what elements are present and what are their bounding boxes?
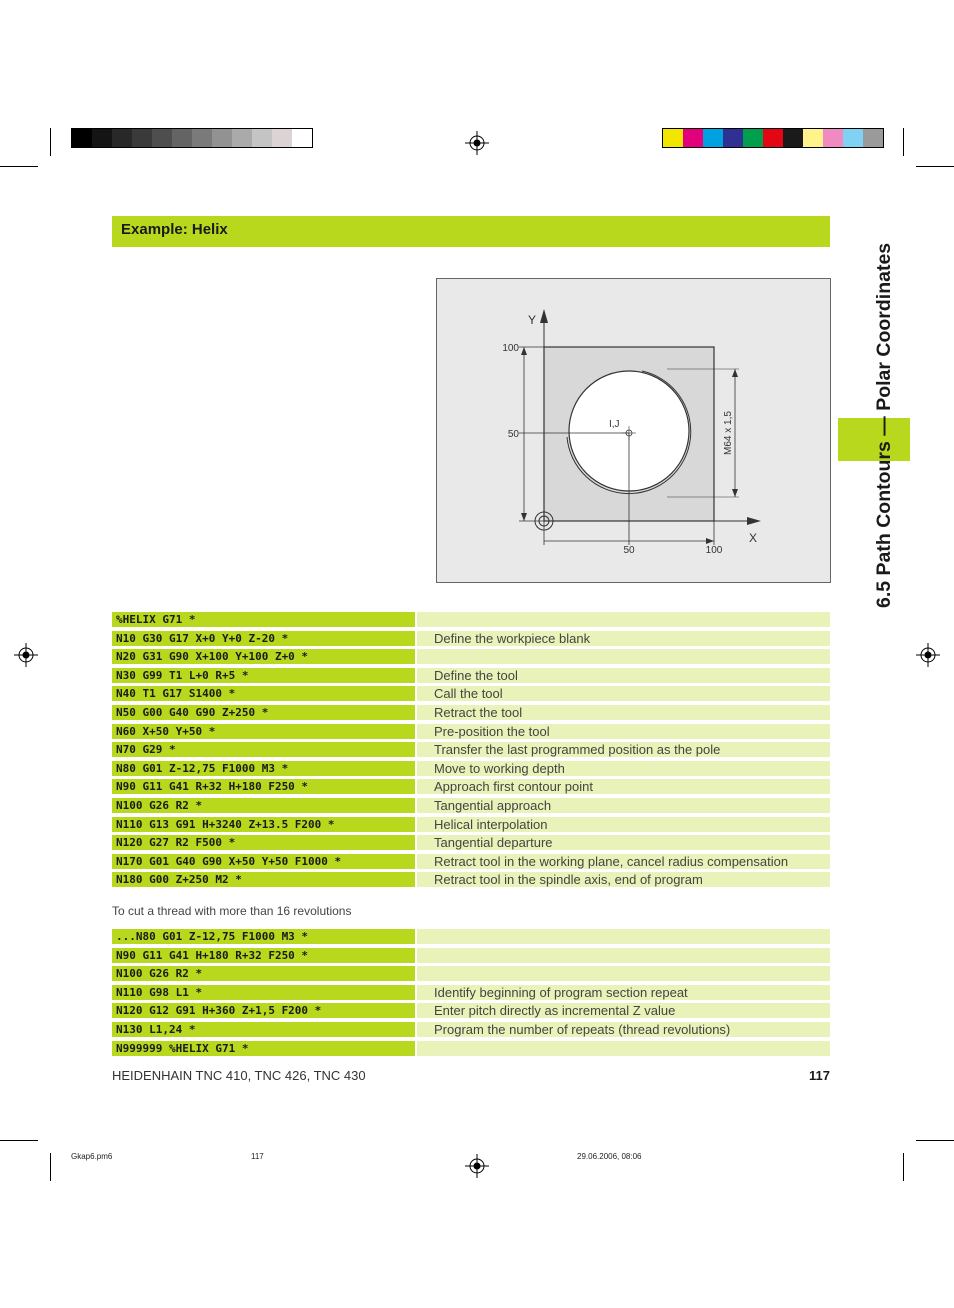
- nc-description: [417, 966, 830, 981]
- program-row: [112, 705, 830, 720]
- y-tick-label: 50: [507, 429, 519, 440]
- nc-code: %HELIX G71 *: [112, 612, 415, 627]
- x-axis-arrow: [747, 517, 761, 525]
- page-number: 117: [809, 1068, 830, 1083]
- chapter-title-text: 6.5 Path Contours — Polar Coordinates: [873, 242, 895, 608]
- color-swatch: [743, 129, 763, 147]
- nc-code: N110 G13 G91 H+3240 Z+13.5 F200 *: [112, 817, 415, 832]
- color-swatch: [192, 129, 212, 147]
- nc-description: Tangential departure: [417, 835, 830, 850]
- nc-code: N10 G30 G17 X+0 Y+0 Z-20 *: [112, 631, 415, 646]
- color-swatch: [72, 129, 92, 147]
- color-swatch: [703, 129, 723, 147]
- nc-description: Approach first contour point: [417, 779, 830, 794]
- nc-description: Identify beginning of program section repeat: [417, 985, 830, 1000]
- nc-description: Enter pitch directly as incremental Z value: [417, 1003, 830, 1018]
- program-row: [112, 761, 830, 776]
- registration-mark-icon: [916, 643, 940, 667]
- registration-mark-icon: [14, 643, 38, 667]
- nc-description: Call the tool: [417, 686, 830, 701]
- nc-description: Retract tool in the spindle axis, end of program: [417, 872, 830, 887]
- grayscale-calibration-bar: [71, 128, 313, 148]
- nc-description: [417, 612, 830, 627]
- nc-code: N170 G01 G40 G90 X+50 Y+50 F1000 *: [112, 854, 415, 869]
- slug-datetime: 29.06.2006, 08:06: [577, 1152, 642, 1161]
- program-row: [112, 985, 830, 1000]
- program-row: [112, 1022, 830, 1037]
- nc-code: N70 G29 *: [112, 742, 415, 757]
- nc-code: N90 G11 G41 H+180 R+32 F250 *: [112, 948, 415, 963]
- color-swatch: [763, 129, 783, 147]
- crop-mark: [50, 128, 51, 156]
- color-swatch: [783, 129, 803, 147]
- color-swatch: [863, 129, 883, 147]
- nc-code: N60 X+50 Y+50 *: [112, 724, 415, 739]
- nc-description: Helical interpolation: [417, 817, 830, 832]
- helix-diagram: [437, 279, 830, 582]
- nc-code: N80 G01 Z-12,75 F1000 M3 *: [112, 761, 415, 776]
- program-row: [112, 929, 830, 944]
- nc-description: Tangential approach: [417, 798, 830, 813]
- registration-mark-icon: [465, 1154, 489, 1178]
- crop-mark: [50, 1153, 51, 1181]
- nc-description: [417, 649, 830, 664]
- color-swatch: [803, 129, 823, 147]
- nc-description: Transfer the last programmed position as the pole: [417, 742, 830, 757]
- x-axis-label: X: [749, 531, 758, 545]
- program-row: [112, 1041, 830, 1056]
- color-swatch: [683, 129, 703, 147]
- section-heading: Example: Helix: [112, 216, 830, 247]
- color-swatch: [663, 129, 683, 147]
- thread-note: To cut a thread with more than 16 revolutions: [112, 904, 352, 918]
- program-row: [112, 724, 830, 739]
- color-swatch: [292, 129, 312, 147]
- nc-code: N100 G26 R2 *: [112, 966, 415, 981]
- color-calibration-bar: [662, 128, 884, 148]
- nc-code: N30 G99 T1 L+0 R+5 *: [112, 668, 415, 683]
- registration-mark-icon: [465, 131, 489, 155]
- nc-description: Retract tool in the working plane, cancel radius compensation: [417, 854, 830, 869]
- color-swatch: [112, 129, 132, 147]
- program-row: [112, 854, 830, 869]
- program-row: [112, 631, 830, 646]
- color-swatch: [252, 129, 272, 147]
- crop-mark: [916, 166, 954, 167]
- nc-description: [417, 948, 830, 963]
- x-tick-label: 100: [705, 545, 723, 556]
- program-row: [112, 1003, 830, 1018]
- color-swatch: [92, 129, 112, 147]
- nc-description: Define the workpiece blank: [417, 631, 830, 646]
- y-axis-label: Y: [528, 313, 537, 327]
- nc-code: N50 G00 G40 G90 Z+250 *: [112, 705, 415, 720]
- crop-mark: [903, 128, 904, 156]
- thread-label: M64 x 1,5: [723, 411, 734, 455]
- color-swatch: [232, 129, 252, 147]
- color-swatch: [723, 129, 743, 147]
- program-row: [112, 668, 830, 683]
- x-tick-label: 50: [623, 545, 635, 556]
- nc-code: N20 G31 G90 X+100 Y+100 Z+0 *: [112, 649, 415, 664]
- color-swatch: [132, 129, 152, 147]
- y-tick-label: 100: [502, 343, 519, 354]
- color-swatch: [823, 129, 843, 147]
- color-swatch: [152, 129, 172, 147]
- slug-page: 117: [251, 1152, 264, 1161]
- nc-code: ...N80 G01 Z-12,75 F1000 M3 *: [112, 929, 415, 944]
- footer-product: HEIDENHAIN TNC 410, TNC 426, TNC 430: [112, 1068, 366, 1083]
- crop-mark: [903, 1153, 904, 1181]
- nc-code: N120 G12 G91 H+360 Z+1,5 F200 *: [112, 1003, 415, 1018]
- y-axis-arrow: [540, 309, 548, 323]
- nc-code: N120 G27 R2 F500 *: [112, 835, 415, 850]
- color-swatch: [272, 129, 292, 147]
- nc-description: Retract the tool: [417, 705, 830, 720]
- program-row: [112, 835, 830, 850]
- color-swatch: [172, 129, 192, 147]
- nc-description: Pre-position the tool: [417, 724, 830, 739]
- nc-description: [417, 1041, 830, 1056]
- nc-description: Program the number of repeats (thread revolutions): [417, 1022, 830, 1037]
- color-swatch: [843, 129, 863, 147]
- crop-mark: [0, 166, 38, 167]
- crop-mark: [916, 1140, 954, 1141]
- slug-file: Gkap6.pm6: [71, 1152, 113, 1161]
- program-row: [112, 966, 830, 981]
- nc-description: Define the tool: [417, 668, 830, 683]
- center-label: I,J: [609, 419, 620, 430]
- program-row: [112, 649, 830, 664]
- program-row: [112, 798, 830, 813]
- program-row: [112, 779, 830, 794]
- program-row: [112, 948, 830, 963]
- nc-code: N999999 %HELIX G71 *: [112, 1041, 415, 1056]
- nc-code: N40 T1 G17 S1400 *: [112, 686, 415, 701]
- program-row: [112, 742, 830, 757]
- nc-code: N130 L1,24 *: [112, 1022, 415, 1037]
- program-row: [112, 612, 830, 627]
- nc-code: N90 G11 G41 R+32 H+180 F250 *: [112, 779, 415, 794]
- program-row: [112, 686, 830, 701]
- program-row: [112, 872, 830, 887]
- crop-mark: [0, 1140, 38, 1141]
- nc-code: N110 G98 L1 *: [112, 985, 415, 1000]
- nc-code: N180 G00 Z+250 M2 *: [112, 872, 415, 887]
- helix-drawing: [436, 278, 831, 583]
- color-swatch: [212, 129, 232, 147]
- nc-description: [417, 929, 830, 944]
- nc-description: Move to working depth: [417, 761, 830, 776]
- nc-code: N100 G26 R2 *: [112, 798, 415, 813]
- program-row: [112, 817, 830, 832]
